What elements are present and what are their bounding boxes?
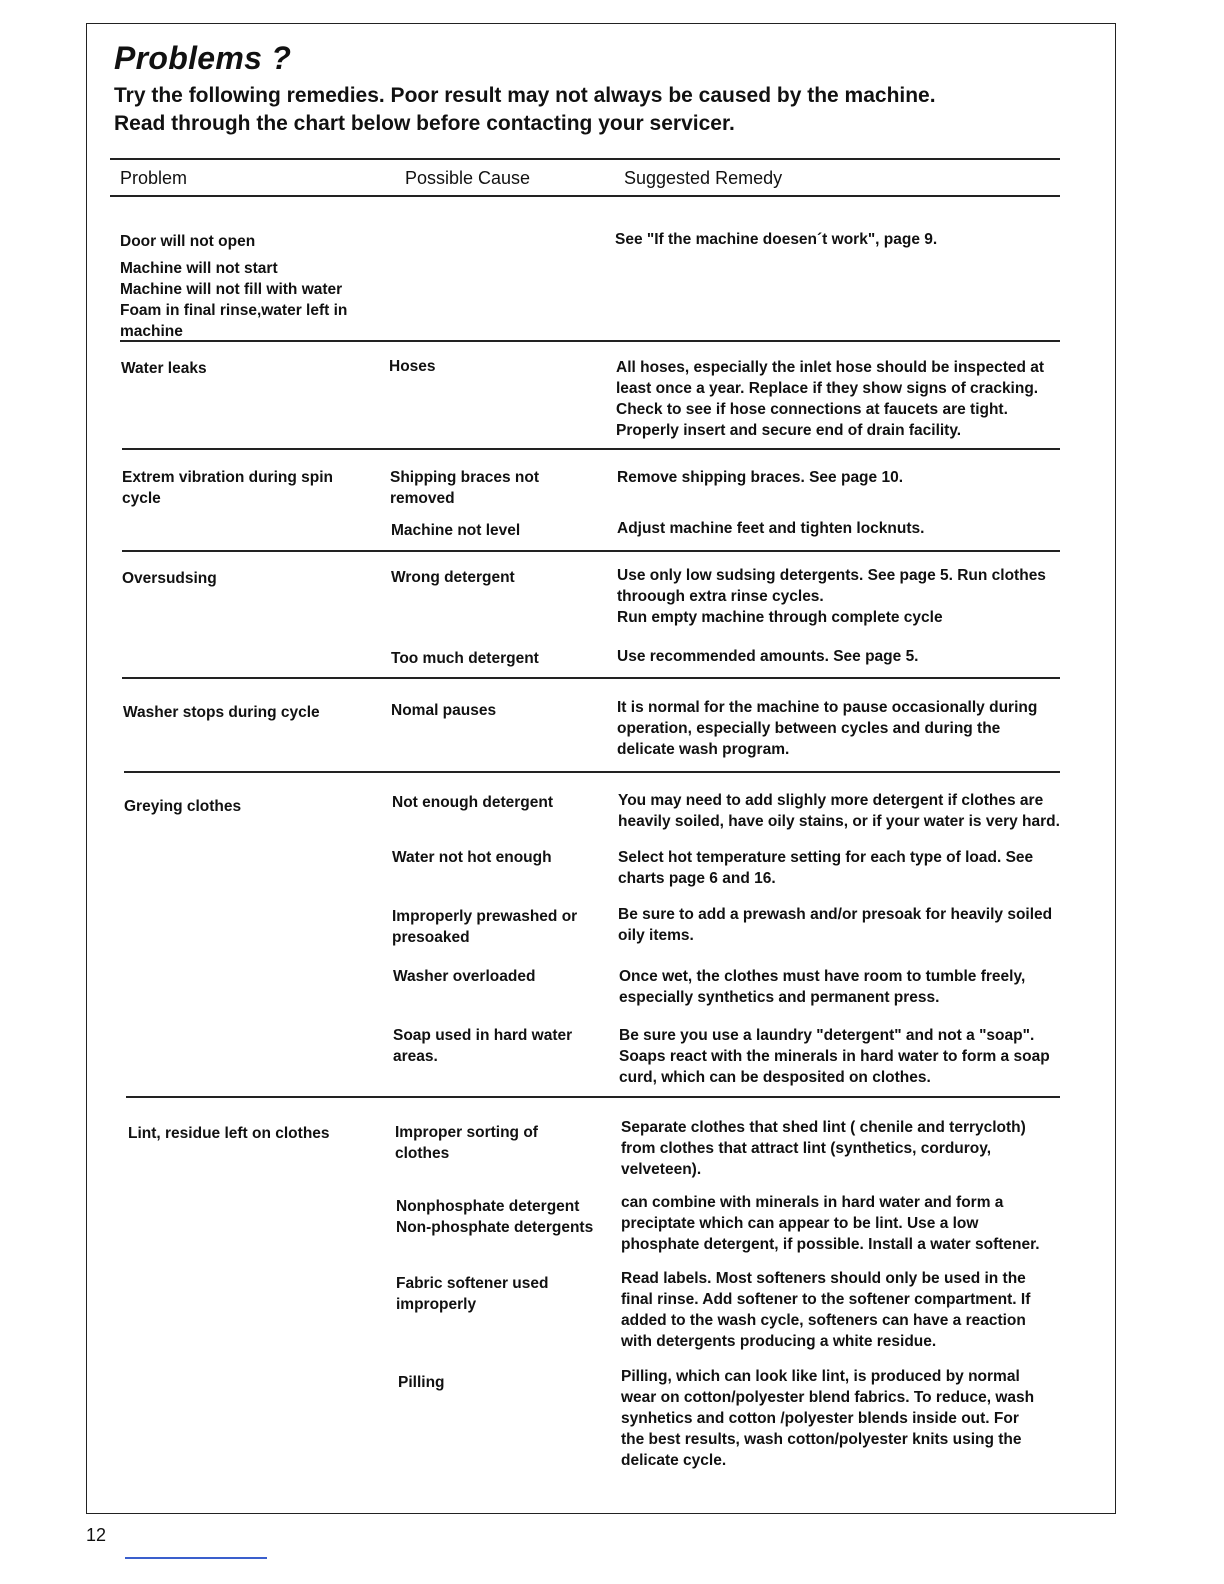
remedy-cell: [618, 904, 1088, 946]
cause-text: Nonphosphate detergent: [396, 1198, 580, 1215]
remedy-text: See "If the machine doesen´t work", page 9.: [615, 231, 938, 248]
cause-text: Too much detergent: [391, 650, 539, 667]
remedy-cell: [616, 357, 1086, 441]
remedy-cell: [619, 1025, 1089, 1088]
remedy-cell: [617, 518, 1087, 539]
column-header-cause: Possible Cause: [405, 168, 531, 188]
remedy-text: synhetics and cotton /polyester blends inside out. For: [621, 1410, 1019, 1427]
remedy-text: delicate cycle.: [621, 1452, 727, 1469]
cause-text: Machine not level: [391, 522, 521, 539]
remedy-text: You may need to add slighly more detergent if clothes are: [618, 792, 1044, 809]
remedy-text: Select hot temperature setting for each type of load. See: [618, 849, 1034, 866]
cause-cell: [393, 1025, 608, 1067]
footer-rule: [125, 1557, 267, 1559]
remedy-text: preciptate which can appear to be lint. Use a low: [621, 1215, 979, 1232]
cause-cell: [391, 648, 606, 669]
problem-text: Machine will not start: [120, 260, 278, 277]
column-header-remedy: Suggested Remedy: [624, 168, 783, 188]
cause-cell: [390, 467, 605, 509]
remedy-cell: [621, 1268, 1091, 1352]
remedy-text: Check to see if hose connections at faucets are tight.: [616, 401, 1008, 418]
remedy-cell: [617, 646, 1087, 667]
remedy-cell: [617, 697, 1087, 760]
remedy-text: phosphate detergent, if possible. Install a water softener.: [621, 1236, 1040, 1253]
cause-cell: [396, 1273, 611, 1315]
cause-cell: [393, 966, 608, 987]
remedy-text: especially synthetics and permanent press.: [619, 989, 940, 1006]
problem-text: cycle: [122, 490, 161, 507]
cause-text: Shipping braces not: [390, 469, 539, 486]
row-divider: [122, 448, 1060, 450]
problem-cell: [124, 796, 384, 817]
cause-cell: [392, 847, 607, 868]
cause-text: Fabric softener used: [396, 1275, 549, 1292]
remedy-text: Use only low sudsing detergents. See page 5. Run clothes: [617, 567, 1046, 584]
cause-text: Improper sorting of: [395, 1124, 538, 1141]
remedy-text: Be sure you use a laundry "detergent" and not a "soap".: [619, 1027, 1035, 1044]
row-divider: [120, 340, 1060, 342]
page-number: 12: [86, 1525, 107, 1545]
remedy-text: Once wet, the clothes must have room to tumble freely,: [619, 968, 1026, 985]
page-title: Problems ?: [114, 40, 292, 76]
problem-text: Foam in final rinse,water left in: [120, 302, 348, 319]
cause-text: Pilling: [398, 1374, 445, 1391]
cause-text: improperly: [396, 1296, 477, 1313]
remedy-cell: [618, 847, 1088, 889]
remedy-text: curd, which can be desposited on clothes.: [619, 1069, 931, 1086]
cause-cell: [391, 700, 606, 721]
cause-text: Non-phosphate detergents: [396, 1219, 594, 1236]
remedy-text: Remove shipping braces. See page 10.: [617, 469, 904, 486]
problem-cell: [128, 1123, 390, 1144]
remedy-text: All hoses, especially the inlet hose should be inspected at: [616, 359, 1045, 376]
intro-text: [114, 82, 1074, 138]
problem-cell: [122, 568, 382, 589]
remedy-cell: [621, 1366, 1091, 1471]
cause-text: Wrong detergent: [391, 569, 515, 586]
cause-text: Improperly prewashed or: [392, 908, 578, 925]
remedy-text: Separate clothes that shed lint ( chenile and terrycloth): [621, 1119, 1026, 1136]
remedy-text: wear on cotton/polyester blend fabrics. To reduce, wash: [621, 1389, 1035, 1406]
intro-line: Try the following remedies. Poor result may not always be caused by the machine.: [114, 84, 936, 107]
cause-text: Not enough detergent: [392, 794, 554, 811]
problem-cell: [120, 231, 390, 342]
cause-text: removed: [390, 490, 455, 507]
column-header-problem: Problem: [120, 168, 188, 188]
remedy-text: least once a year. Replace if they show signs of cracking.: [616, 380, 1039, 397]
row-divider: [124, 771, 1060, 773]
cause-text: Soap used in hard water: [393, 1027, 573, 1044]
remedy-text: Use recommended amounts. See page 5.: [617, 648, 919, 665]
problem-text: Lint, residue left on clothes: [128, 1125, 330, 1142]
cause-text: Nomal pauses: [391, 702, 497, 719]
cause-cell: [396, 1196, 616, 1238]
problem-text: Extrem vibration during spin: [122, 469, 333, 486]
remedy-text: Be sure to add a prewash and/or presoak for heavily soiled: [618, 906, 1053, 923]
remedy-text: operation, especially between cycles and during the: [617, 720, 1001, 737]
row-divider: [122, 550, 1060, 552]
cause-text: clothes: [395, 1145, 450, 1162]
cause-cell: [391, 567, 606, 588]
remedy-text: can combine with minerals in hard water and form a: [621, 1194, 1004, 1211]
row-divider: [122, 677, 1060, 679]
remedy-text: Pilling, which can look like lint, is produced by normal: [621, 1368, 1020, 1385]
remedy-text: Adjust machine feet and tighten locknuts.: [617, 520, 925, 537]
problem-text: Door will not open: [120, 233, 256, 250]
problem-text: Greying clothes: [124, 798, 242, 815]
remedy-cell: [617, 565, 1087, 628]
remedy-cell: [617, 467, 1087, 488]
cause-text: Washer overloaded: [393, 968, 536, 985]
problem-cell: [121, 358, 381, 379]
cause-cell: [389, 356, 604, 377]
cause-text: areas.: [393, 1048, 438, 1065]
cause-cell: [391, 520, 606, 541]
cause-cell: [392, 906, 607, 948]
remedy-text: Properly insert and secure end of drain facility.: [616, 422, 962, 439]
remedy-text: final rinse. Add softener to the softener compartment. If: [621, 1291, 1031, 1308]
remedy-text: Soaps react with the minerals in hard water to form a soap: [619, 1048, 1050, 1065]
remedy-cell: [621, 1117, 1091, 1180]
remedy-cell: [615, 229, 1085, 250]
remedy-text: velveteen).: [621, 1161, 702, 1178]
remedy-cell: [619, 966, 1089, 1008]
problem-cell: [122, 467, 382, 509]
problem-text: machine: [120, 323, 183, 340]
problem-text: Machine will not fill with water: [120, 281, 343, 298]
problem-text: Washer stops during cycle: [123, 704, 320, 721]
row-divider: [126, 1096, 1060, 1098]
remedy-text: oily items.: [618, 927, 694, 944]
cause-cell: [398, 1372, 613, 1393]
cause-cell: [395, 1122, 610, 1164]
remedy-text: It is normal for the machine to pause occasionally during: [617, 699, 1038, 716]
intro-line: Read through the chart below before contacting your servicer.: [114, 112, 735, 135]
remedy-text: with detergents producing a white residue.: [621, 1333, 937, 1350]
problem-text: Oversudsing: [122, 570, 217, 587]
cause-text: Hoses: [389, 358, 436, 375]
remedy-text: Run empty machine through complete cycle: [617, 609, 943, 626]
problem-text: Water leaks: [121, 360, 207, 377]
remedy-cell: [621, 1192, 1091, 1255]
remedy-text: Read labels. Most softeners should only be used in the: [621, 1270, 1026, 1287]
cause-text: presoaked: [392, 929, 470, 946]
remedy-text: throough extra rinse cycles.: [617, 588, 824, 605]
header-bottom-rule: [110, 195, 1060, 197]
remedy-text: delicate wash program.: [617, 741, 790, 758]
problem-cell: [123, 702, 383, 723]
cause-cell: [392, 792, 607, 813]
remedy-text: heavily soiled, have oily stains, or if your water is very hard.: [618, 813, 1060, 830]
header-top-rule: [110, 158, 1060, 160]
cause-text: Water not hot enough: [392, 849, 552, 866]
remedy-text: charts page 6 and 16.: [618, 870, 776, 887]
remedy-text: added to the wash cycle, softeners can have a reaction: [621, 1312, 1026, 1329]
remedy-cell: [618, 790, 1088, 832]
remedy-text: the best results, wash cotton/polyester knits using the: [621, 1431, 1022, 1448]
remedy-text: from clothes that attract lint (synthetics, corduroy,: [621, 1140, 992, 1157]
